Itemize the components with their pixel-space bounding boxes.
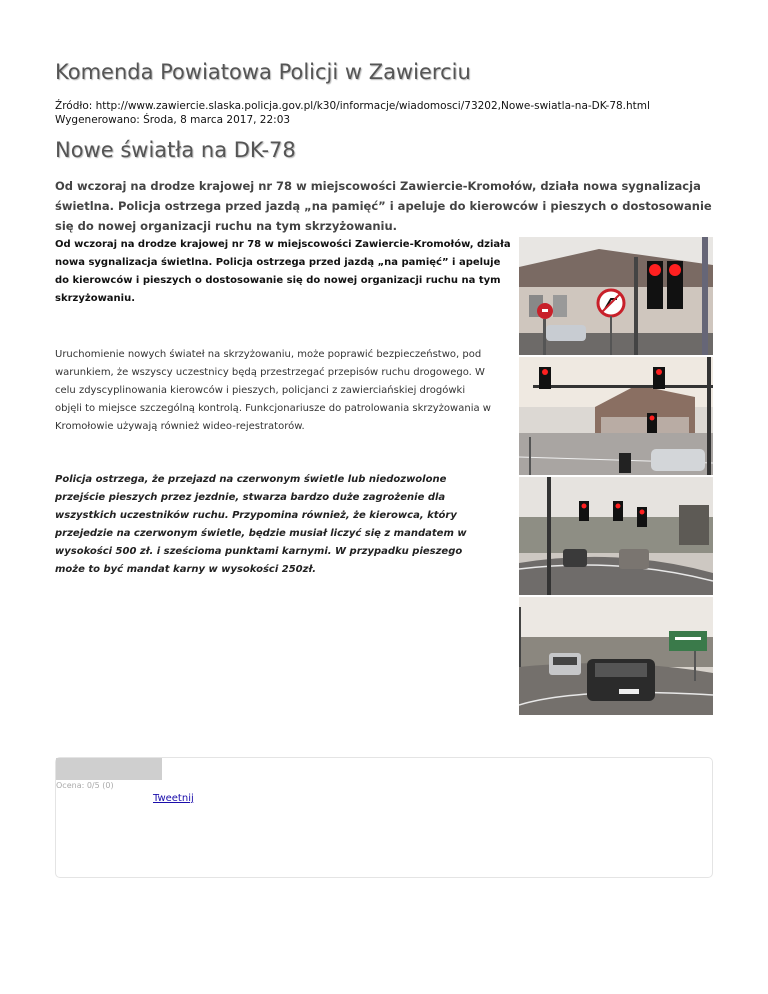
- article-lead: Od wczoraj na drodze krajowej nr 78 w miejscowości Zawiercie-Kromołów, działa nowa sygnalizacja świetlna. Policja ostrzega przed jazdą „na pamięć” i apeluje do kierowców i pieszych o dostosowanie się do nowej organizacji ruchu na tym skrzyżowaniu.: [55, 179, 712, 233]
- photo-road-traffic[interactable]: [519, 477, 713, 595]
- article-body: [55, 236, 515, 575]
- paragraph-intro: Od wczoraj na drodze krajowej nr 78 w miejscowości Zawiercie-Kromołów, działa nowa sygnalizacja świetlna. Policja ostrzega przed jazdą „na pamięć” i apeluje do kierowców i pieszych o dostosowanie się do nowej organizacji ruchu na tym skrzyżowaniu.: [55, 239, 511, 304]
- generated-line: Wygenerowano: Środa, 8 marca 2017, 22:03: [55, 114, 291, 126]
- photo-gallery: [519, 237, 713, 717]
- tweet-link[interactable]: Tweetnij: [153, 793, 194, 804]
- photo-traffic-lights[interactable]: [519, 237, 713, 355]
- paragraph-body: Uruchomienie nowych świateł na skrzyżowaniu, może poprawić bezpieczeństwo, pod warunkiem, że wszyscy uczestnicy będą przestrzegać przepisów ruchu drogowego. W celu zdyscyplinowania kierowców i pieszych, policjanci z zawierciańskiej drogówki objęli to miejsce szczególną kontrolą. Funkcjonariusze do patrolowania skrzyżowania w Kromołowie używają również wideo-rejestratorów.: [55, 349, 491, 432]
- rating-stars[interactable]: [56, 758, 162, 780]
- photo-cars-approaching[interactable]: [519, 597, 713, 715]
- photo-intersection[interactable]: [519, 357, 713, 475]
- source-line: Źródło: http://www.zawiercie.slaska.policja.gov.pl/k30/informacje/wiadomosci/73202,Nowe-swiatla-na-DK-78.html: [55, 100, 650, 112]
- meta-info: [55, 99, 650, 127]
- rating-widget: [55, 757, 713, 878]
- rating-text: Ocena: 0/5 (0): [56, 781, 114, 790]
- article-title: Nowe światła na DK-78: [55, 138, 296, 162]
- site-title: Komenda Powiatowa Policji w Zawierciu: [55, 60, 471, 84]
- paragraph-warning: Policja ostrzega, że przejazd na czerwonym świetle lub niedozwolone przejście pieszych przez jezdnie, stwarza bardzo duże zagrożenie dla wszystkich uczestników ruchu. Przypomina również, że kierowca, który przejedzie na czerwonym świetle, będzie musiał liczyć się z mandatem w wysokości 500 zł. i sześcioma punktami karnymi. W przypadku pieszego może to być mandat karny w wysokości 250zł.: [55, 474, 467, 575]
